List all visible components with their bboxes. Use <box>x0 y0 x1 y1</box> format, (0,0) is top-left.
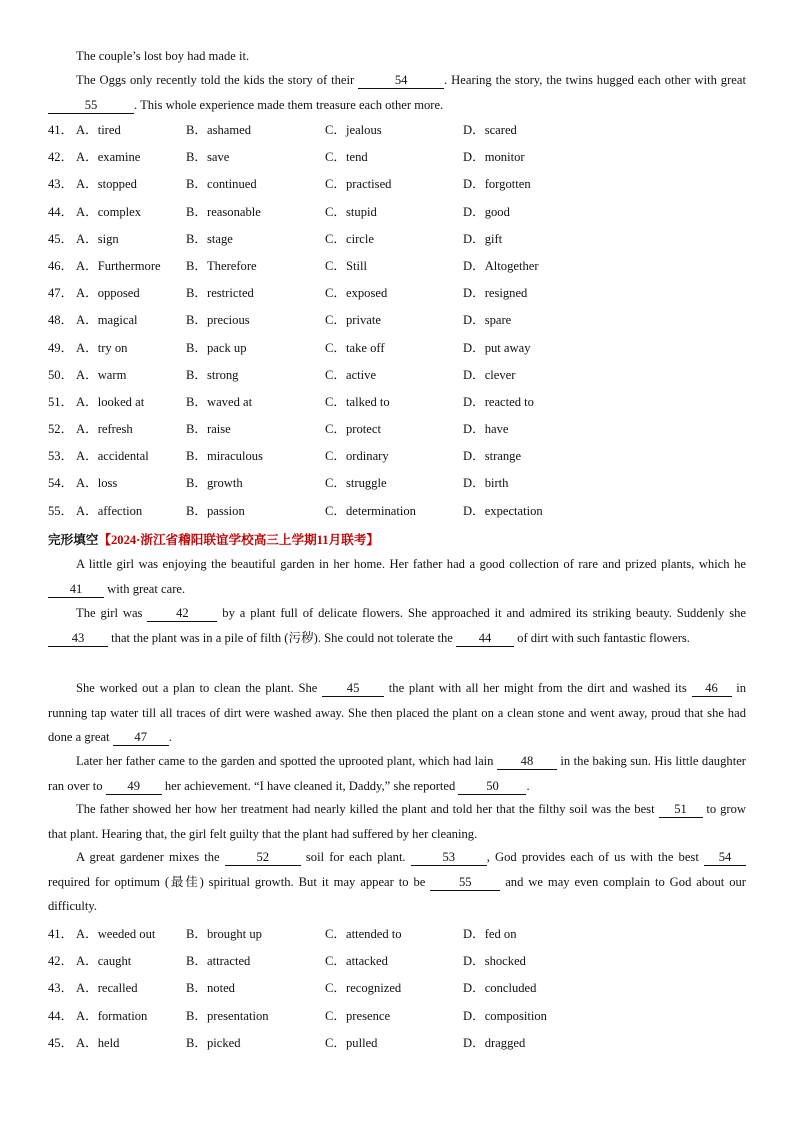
question-number: 41． <box>48 123 74 137</box>
passage-text: required for optimum (最佳) spiritual growth. But it may appear to be <box>48 874 426 889</box>
option-b: B．stage <box>186 231 233 246</box>
option-c: C．circle <box>325 231 374 246</box>
section-label: 完形填空 <box>48 533 99 547</box>
option-row <box>48 498 746 525</box>
blank-45: 45 <box>322 681 384 697</box>
option-d: D．spare <box>463 313 512 328</box>
option-a: A．warm <box>76 367 127 382</box>
passage-text: to grow that plant. Hearing that, the girl felt guilty that the plant had suffered by her cleaning. <box>48 802 746 841</box>
option-a: A．sign <box>76 231 119 246</box>
passage-text: The father showed her how her treatment had nearly killed the plant and told her that the filthy soil was the best <box>76 802 655 816</box>
option-d: D．good <box>463 204 510 219</box>
passage-text: by a plant full of delicate flowers. She approached it and admired its striking beauty. Suddenly she <box>222 606 747 620</box>
option-b: B．pack up <box>186 340 247 355</box>
passage2-paragraph-4 <box>48 749 746 798</box>
passage-text: her achievement. “I have cleaned it, Daddy,” she reported <box>164 778 456 793</box>
question-number: 53． <box>48 449 74 464</box>
passage-text: the plant with all her might from the dirt and washed its <box>388 681 687 695</box>
option-d: D．expectation <box>463 503 543 518</box>
blank-55: 55 <box>48 98 134 114</box>
option-c: C．jealous <box>325 123 382 137</box>
option-b: B．raise <box>186 422 231 437</box>
question-number: 52． <box>48 422 74 437</box>
blank-43: 43 <box>48 631 108 647</box>
option-d: D．concluded <box>463 981 537 996</box>
option-b: B．restricted <box>186 286 254 301</box>
option-c: C．recognized <box>325 981 402 996</box>
option-c: C．tend <box>325 150 368 165</box>
question-number: 47． <box>48 286 74 301</box>
option-d: D．strange <box>463 449 522 464</box>
option-a: A．Furthermore <box>76 258 161 273</box>
option-row <box>48 416 746 443</box>
option-row <box>48 335 746 362</box>
passage1-line <box>48 44 746 69</box>
question-number: 44． <box>48 1008 74 1023</box>
option-a: A．opposed <box>76 286 140 301</box>
option-b: B．save <box>186 150 230 165</box>
passage-text: , God provides each of us with the best <box>486 850 699 864</box>
option-a: A．complex <box>76 204 142 219</box>
blank-54: 54 <box>358 73 444 89</box>
blank-52: 52 <box>225 850 301 866</box>
section-source: 【2024·浙江省稽阳联谊学校高三上学期11月联考】 <box>98 533 379 547</box>
passage2-paragraph-6 <box>48 845 746 919</box>
option-row <box>48 280 746 307</box>
option-row <box>48 253 746 280</box>
passage-text: Later her father came to the garden and spotted the uprooted plant, which had lain <box>76 754 494 768</box>
option-d: D．put away <box>463 340 531 355</box>
passage-text: A little girl was enjoying the beautiful garden in her home. Her father had a good collection of rare and prized plants, which he <box>76 557 746 571</box>
option-b: B．growth <box>186 476 243 491</box>
option-d: D．reacted to <box>463 394 534 409</box>
passage-text: of dirt with such fantastic flowers. <box>517 630 690 645</box>
option-row <box>48 975 746 1002</box>
option-a: A．try on <box>76 340 128 355</box>
option-b: B．continued <box>186 177 257 192</box>
option-row <box>48 362 746 389</box>
blank-53: 53 <box>411 850 487 866</box>
option-row <box>48 1003 746 1030</box>
blank-41: 41 <box>48 582 104 598</box>
option-c: C．attended to <box>325 927 402 941</box>
option-d: D．monitor <box>463 150 525 165</box>
passage-text: The girl was <box>76 606 143 620</box>
passage-text: soil for each plant. <box>305 850 406 864</box>
option-b: B．ashamed <box>186 123 252 137</box>
option-row <box>48 307 746 334</box>
blank-51: 51 <box>659 802 703 818</box>
question-number: 46． <box>48 258 74 273</box>
passage-text: . <box>526 778 530 793</box>
option-d: D．shocked <box>463 954 526 969</box>
option-a: A．affection <box>76 503 143 518</box>
option-b: B．miraculous <box>186 449 263 464</box>
option-d: D．have <box>463 422 509 437</box>
option-row <box>48 1030 746 1057</box>
option-c: C．presence <box>325 1008 391 1023</box>
option-b: B．brought up <box>186 927 262 941</box>
option-b: B．Therefore <box>186 258 257 273</box>
option-a: A．weeded out <box>76 927 156 941</box>
option-b: B．passion <box>186 503 245 518</box>
option-d: D．dragged <box>463 1035 526 1050</box>
option-b: B．noted <box>186 981 235 996</box>
question-number: 43． <box>48 177 74 192</box>
option-row <box>48 144 746 171</box>
passage-text: A great gardener mixes the <box>76 850 220 864</box>
option-c: C．practised <box>325 177 392 192</box>
option-b: B．waved at <box>186 394 253 409</box>
option-c: C．stupid <box>325 204 377 219</box>
option-d: D．clever <box>463 367 516 382</box>
question-number: 48． <box>48 313 74 328</box>
blank-50: 50 <box>458 779 526 795</box>
question-number: 49． <box>48 340 74 355</box>
option-a: A．recalled <box>76 981 138 996</box>
question-number: 55． <box>48 503 74 518</box>
blank-49: 49 <box>106 779 162 795</box>
option-row <box>48 226 746 253</box>
option-row <box>48 443 746 470</box>
option-b: B．reasonable <box>186 204 261 219</box>
option-d: D．forgotten <box>463 177 531 192</box>
section-title <box>48 529 379 548</box>
blank-54: 54 <box>704 850 746 866</box>
option-a: A．accidental <box>76 449 149 464</box>
option-d: D．gift <box>463 231 503 246</box>
passage-text: and we may even complain to God about our difficulty. <box>48 874 746 913</box>
option-c: C．ordinary <box>325 449 389 464</box>
passage2-paragraph-5 <box>48 797 746 846</box>
question-number: 45． <box>48 1035 74 1050</box>
passage-text: in the baking sun. His little daughter ran over to <box>48 754 746 793</box>
option-b: B．picked <box>186 1035 241 1050</box>
passage2-paragraph-1 <box>48 552 746 601</box>
blank-48: 48 <box>497 754 557 770</box>
option-d: D．fed on <box>463 927 517 941</box>
option-row <box>48 389 746 416</box>
option-d: D．Altogether <box>463 258 539 273</box>
option-c: C．attacked <box>325 954 388 969</box>
option-d: D．birth <box>463 476 509 491</box>
blank-44: 44 <box>456 631 514 647</box>
passage-text: The couple’s lost boy had made it. <box>76 49 250 63</box>
option-a: A．stopped <box>76 177 137 192</box>
option-c: C．exposed <box>325 286 388 301</box>
question-number: 43． <box>48 981 74 996</box>
passage-text: in running tap water till all traces of dirt were washed away. She then placed the plant on a clean stone and went away, proud that she had done a great <box>48 681 747 744</box>
option-d: D．scared <box>463 123 517 137</box>
option-row <box>48 921 746 948</box>
blank-47: 47 <box>113 730 169 746</box>
option-row <box>48 117 746 144</box>
passage-text: The Oggs only recently told the kids the story of their <box>76 73 355 87</box>
option-c: C．private <box>325 313 381 328</box>
option-a: A．formation <box>76 1008 148 1023</box>
passage2-paragraph-3 <box>48 676 746 750</box>
option-a: A．looked at <box>76 394 145 409</box>
passage-text: She worked out a plan to clean the plant. She <box>76 681 318 695</box>
option-c: C．talked to <box>325 394 390 409</box>
question-number: 42． <box>48 150 74 165</box>
option-d: D．resigned <box>463 286 528 301</box>
option-c: C．active <box>325 367 377 382</box>
option-row <box>48 199 746 226</box>
option-b: B．attracted <box>186 954 251 969</box>
question-number: 54． <box>48 476 74 491</box>
option-row <box>48 171 746 198</box>
option-b: B．presentation <box>186 1008 269 1023</box>
question-number: 51． <box>48 394 74 409</box>
option-row <box>48 470 746 497</box>
question-number: 41． <box>48 927 74 941</box>
blank-55: 55 <box>430 875 500 891</box>
option-c: C．pulled <box>325 1035 378 1050</box>
option-b: B．precious <box>186 313 250 328</box>
blank-42: 42 <box>147 606 217 622</box>
option-d: D．composition <box>463 1008 547 1023</box>
question-number: 44． <box>48 204 74 219</box>
option-c: C．take off <box>325 340 385 355</box>
option-a: A．examine <box>76 150 141 165</box>
passage-text: . <box>168 730 172 744</box>
option-a: A．loss <box>76 476 118 491</box>
question-number: 50． <box>48 367 74 382</box>
option-a: A．tired <box>76 123 121 137</box>
blank-46: 46 <box>692 681 732 697</box>
option-c: C．Still <box>325 258 367 273</box>
option-c: C．protect <box>325 422 381 437</box>
passage-text: that the plant was in a pile of filth (污秽). She could not tolerate the <box>111 630 453 645</box>
options-list-2 <box>48 921 746 1057</box>
question-number: 42． <box>48 954 74 969</box>
passage1-paragraph <box>48 68 746 117</box>
option-a: A．caught <box>76 954 132 969</box>
question-number: 45． <box>48 231 74 246</box>
options-list-1 <box>48 117 746 525</box>
option-a: A．magical <box>76 313 138 328</box>
passage-text: . This whole experience made them treasure each other more. <box>134 97 444 112</box>
option-b: B．strong <box>186 367 239 382</box>
option-c: C．determination <box>325 503 416 518</box>
option-row <box>48 948 746 975</box>
option-c: C．struggle <box>325 476 387 491</box>
option-a: A．refresh <box>76 422 133 437</box>
passage-text: . Hearing the story, the twins hugged each other with great <box>444 73 746 87</box>
option-a: A．held <box>76 1035 120 1050</box>
passage2-paragraph-2 <box>48 601 746 650</box>
passage-text: with great care. <box>107 581 186 596</box>
